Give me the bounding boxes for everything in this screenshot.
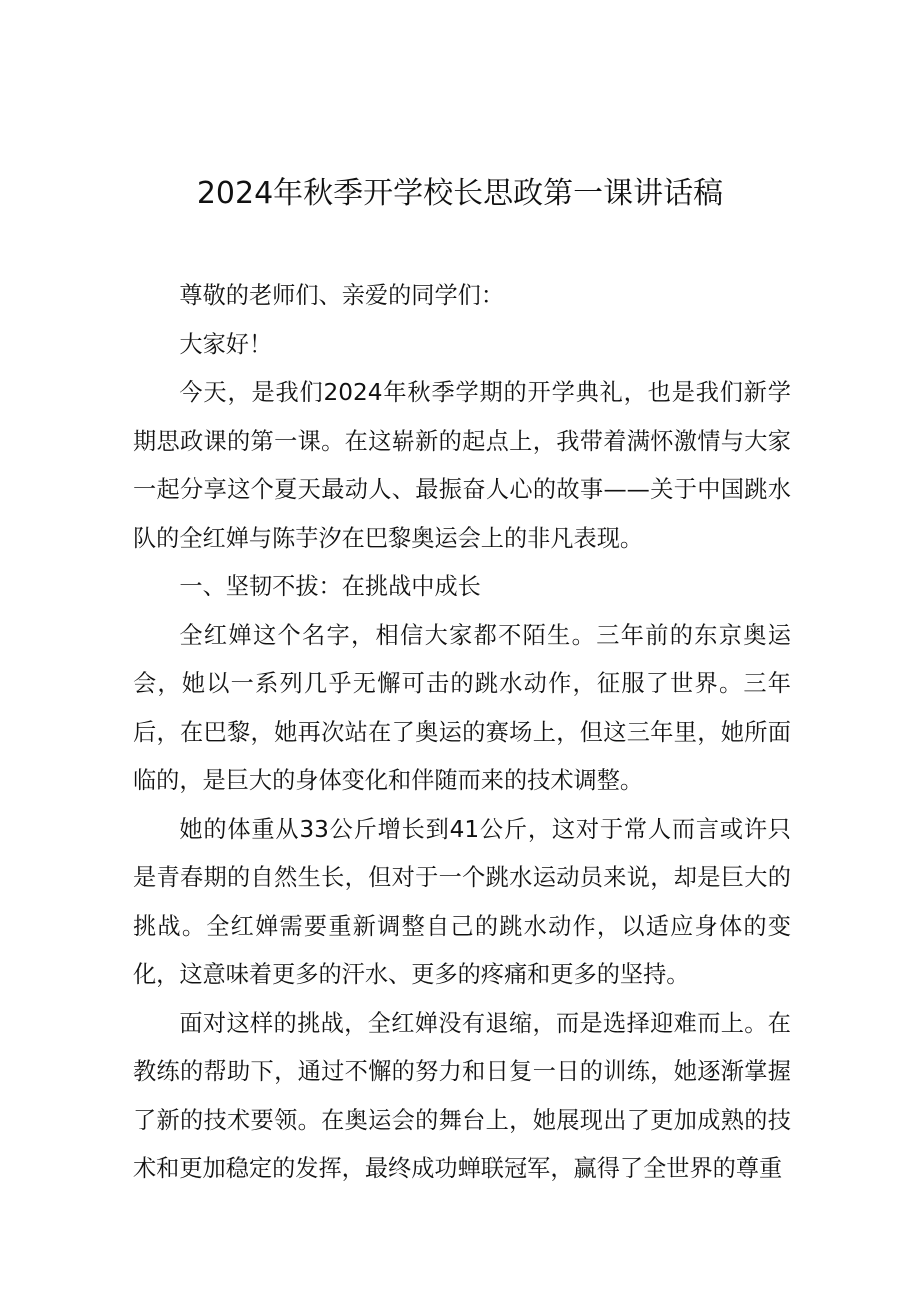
section1-paragraph-3: 面对这样的挑战，全红婵没有退缩，而是选择迎难而上。在教练的帮助下，通过不懈的努力和日复一日的训练，她逐渐掌握了新的技术要领。在奥运会的舞台上，她展现出了更加成熟的技术和更加稳定的发挥，最终成功蝉联冠军，赢得了全世界的尊重 — [133, 1009, 791, 1182]
section1-paragraph-1: 全红婵这个名字，相信大家都不陌生。三年前的东京奥运会，她以一系列几乎无懈可击的跳水动作，征服了世界。三年后，在巴黎，她再次站在了奥运的赛场上，但这三年里，她所面临的，是巨大的身体变化和伴随而来的技术调整。 — [133, 621, 791, 794]
greeting: 大家好！ — [179, 330, 273, 358]
intro-paragraph: 今天，是我们2024年秋季学期的开学典礼，也是我们新学期思政课的第一课。在这崭新的起点上，我带着满怀激情与大家一起分享这个夏天最动人、最振奋人心的故事——关于中国跳水队的全红婵与陈芋汐在巴黎奥运会上的非凡表现。 — [133, 379, 791, 552]
section-heading-1: 一、坚韧不拔：在挑战中成长 — [179, 573, 481, 600]
section1-paragraph-2: 她的体重从33公斤增长到41公斤，这对于常人而言或许只是青春期的自然生长，但对于一个跳水运动员来说，却是巨大的挑战。全红婵需要重新调整自己的跳水动作，以适应身体的变化，这意味着更多的汗水、更多的疼痛和更多的坚持。 — [133, 815, 791, 988]
salutation: 尊敬的老师们、亲爱的同学们： — [179, 282, 505, 309]
document-body — [133, 272, 791, 1194]
document-title: 2024年秋季开学校长思政第一课讲话稿 — [196, 176, 724, 211]
